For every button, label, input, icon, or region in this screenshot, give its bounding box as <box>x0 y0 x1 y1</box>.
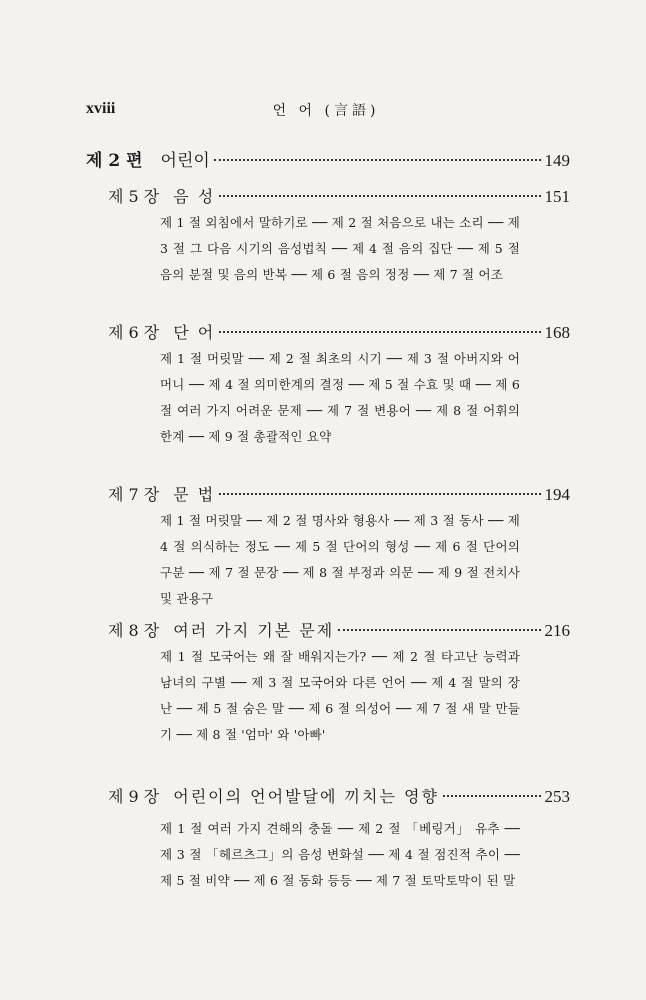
chapter-title: 단 어 <box>173 323 216 342</box>
chapter-number: 제 5 장 <box>108 187 160 206</box>
chapter-9-sections: 제 1 절 여러 가지 견해의 충돌 ── 제 2 절 「베링거」 유추 ── 제 3 절 「헤르츠그」의 음성 변화설 ── 제 4 절 점진적 추이 ── 제 5 절 비약 ── 제 6 절 동화 등등 ── 제 7 절 토막토막이 된 말 <box>160 821 520 888</box>
chapter-title: 문 법 <box>173 485 216 504</box>
chapter-label <box>108 618 334 641</box>
chapter-5-sections: 제 1 절 외침에서 말하기로 ── 제 2 절 처음으로 내는 소리 ── 제 3 절 그 다음 시기의 음성법칙 ── 제 4 절 음의 집단 ── 제 5 절 음의 분절 및 음의 반복 ── 제 6 절 음의 정정 ── 제 7 절 어조 <box>160 215 520 282</box>
chapter-label <box>108 784 439 807</box>
dot-leader <box>219 331 540 333</box>
part-page-number: 149 <box>544 151 570 170</box>
chapter-page-number: 216 <box>544 621 570 640</box>
toc-chapter-8 <box>108 618 570 641</box>
chapter-title: 여러 가지 기본 문제 <box>173 621 335 640</box>
chapter-number: 제 8 장 <box>108 621 160 640</box>
toc-chapter-5 <box>108 184 570 207</box>
dot-leader <box>443 795 541 797</box>
part-label <box>86 146 210 171</box>
dot-leader <box>219 195 540 197</box>
dot-leader <box>219 493 540 495</box>
toc-part-2 <box>86 146 570 171</box>
toc-chapter-6 <box>108 320 570 343</box>
chapter-label <box>108 320 215 343</box>
chapter-page-number: 253 <box>544 787 570 806</box>
chapter-page-number: 194 <box>544 485 570 504</box>
toc-chapter-9 <box>108 784 570 807</box>
dot-leader <box>338 629 540 631</box>
chapter-page-number: 151 <box>544 187 570 206</box>
dot-leader <box>214 159 541 161</box>
part-number: 제 2 편 <box>86 151 143 171</box>
chapter-number: 제 7 장 <box>108 485 160 504</box>
chapter-6-sections: 제 1 절 머릿말 ── 제 2 절 최초의 시기 ── 제 3 절 아버지와 어머니 ── 제 4 절 의미한계의 결정 ── 제 5 절 수효 및 때 ── 제 6 절 여러 가지 어려운 문제 ── 제 7 절 변용어 ── 제 8 절 어휘의 한계 ── 제 9 절 총괄적인 요약 <box>160 351 520 444</box>
chapter-8-sections: 제 1 절 모국어는 왜 잘 배워지는가? ── 제 2 절 타고난 능력과 남녀의 구별 ── 제 3 절 모국어와 다른 언어 ── 제 4 절 말의 장난 ── 제 5 절 숨은 말 ── 제 6 절 의성어 ── 제 7 절 새 말 만들기 ── 제 8 절 '엄마' 와 '아빠' <box>160 649 520 742</box>
chapter-title: 어린이의 언어발달에 끼치는 영향 <box>173 787 439 806</box>
page-header <box>86 100 566 124</box>
chapter-7-sections: 제 1 절 머릿말 ── 제 2 절 명사와 형용사 ── 제 3 절 동사 ── 제 4 절 의식하는 정도 ── 제 5 절 단어의 형성 ── 제 6 절 단어의 구분 ── 제 7 절 문장 ── 제 8 절 부정과 의문 ── 제 9 절 전치사 및 관용구 <box>160 513 520 606</box>
roman-page-number: xviii <box>86 100 116 117</box>
chapter-page-number: 168 <box>544 323 570 342</box>
chapter-label <box>108 184 215 207</box>
running-title: 언 어 (言語) <box>272 103 380 119</box>
toc-chapter-7 <box>108 482 570 505</box>
chapter-title: 음 성 <box>173 187 216 206</box>
chapter-number: 제 9 장 <box>108 787 160 806</box>
part-title: 어린이 <box>160 151 210 171</box>
chapter-number: 제 6 장 <box>108 323 160 342</box>
chapter-label <box>108 482 215 505</box>
